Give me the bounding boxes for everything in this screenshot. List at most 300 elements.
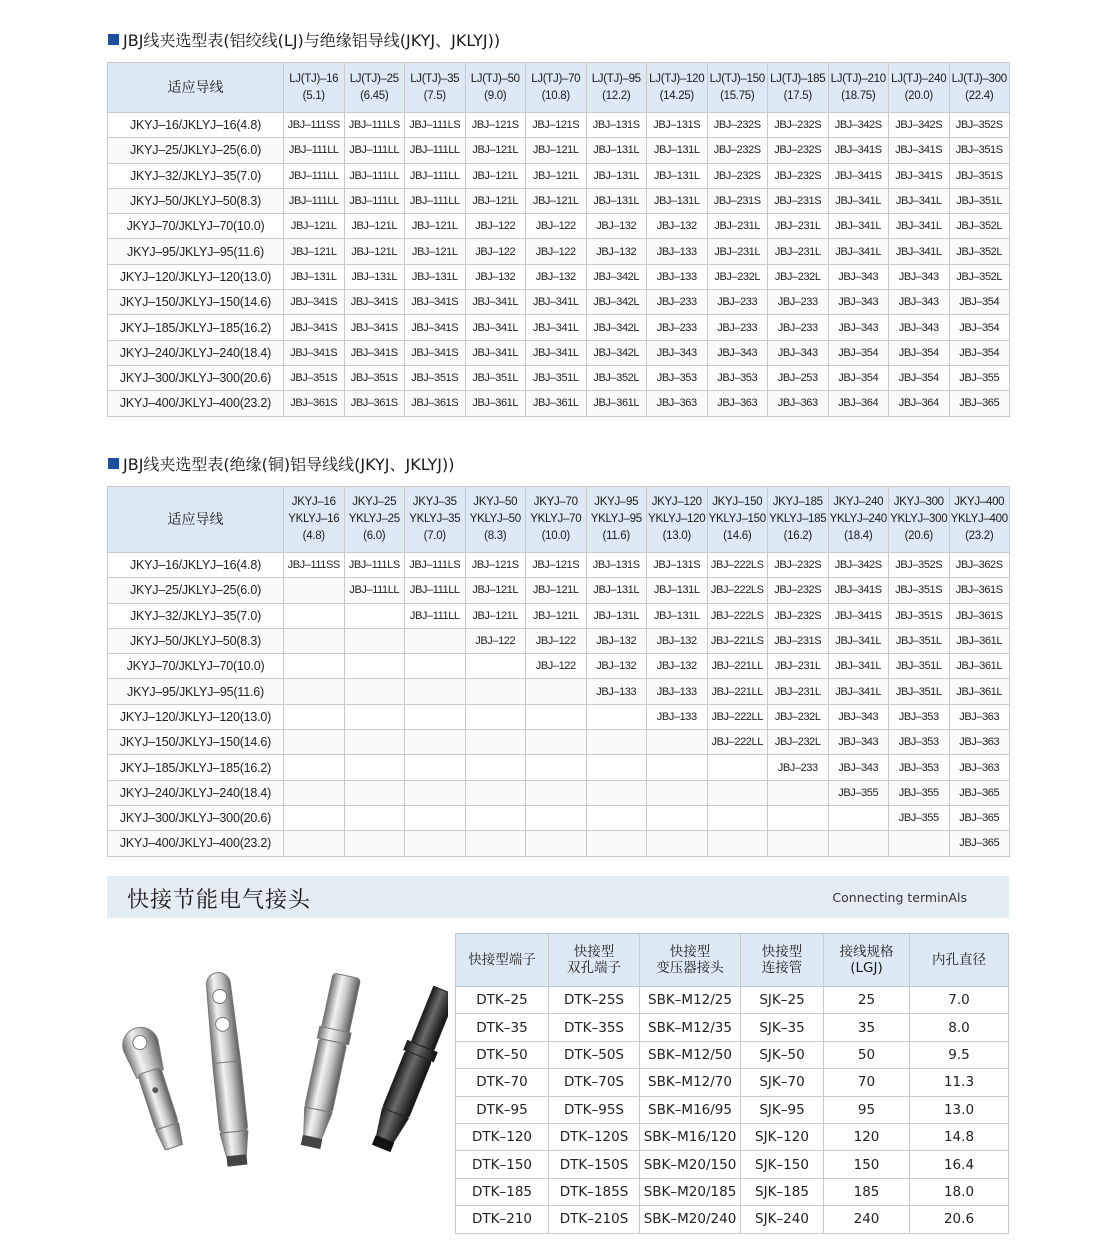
table-cell — [465, 704, 526, 729]
table-cell: 8.0 — [910, 1014, 1009, 1041]
table-cell: JBJ–121L — [284, 214, 345, 239]
header-line: JKYJ–95 — [594, 496, 639, 508]
header-line: (10.0) — [541, 530, 570, 542]
table-cell: JBJ–222LL — [707, 704, 768, 729]
header-line: YKLYJ–95 — [590, 513, 642, 525]
table-cell — [526, 730, 587, 755]
header-line: (10.8) — [541, 89, 570, 102]
table-cell: JBJ–131L — [586, 578, 647, 603]
table-row — [108, 679, 1010, 704]
table-cell: JBJ–343 — [828, 264, 889, 289]
table-cell: JBJ–131L — [647, 163, 708, 188]
table-cell: JBJ–341L — [465, 340, 526, 365]
row-label: JKYJ–16/JKLYJ–16(4.8) — [108, 113, 284, 138]
table-cell: JBJ–341L — [828, 239, 889, 264]
table-row — [108, 138, 1010, 163]
table-cell: JBJ–222LS — [707, 553, 768, 578]
square-bullet-icon — [108, 34, 119, 45]
table-cell: SJK–35 — [741, 1014, 824, 1041]
table-cell: JBJ–231S — [768, 188, 829, 213]
table-cell: JBJ–351S — [949, 163, 1010, 188]
row-label: JKYJ–120/JKLYJ–120(13.0) — [108, 704, 284, 729]
table-cell: DTK–35 — [456, 1014, 549, 1041]
table-cell: JBJ–131L — [405, 264, 466, 289]
table-cell: DTK–210S — [549, 1206, 640, 1233]
table-cell: 70 — [824, 1069, 910, 1096]
header-line: YKLYJ–25 — [348, 513, 400, 525]
table-cell: JBJ–353 — [889, 704, 950, 729]
table-cell: JBJ–222LS — [707, 578, 768, 603]
table-cell — [586, 730, 647, 755]
table-cell: DTK–25S — [549, 987, 640, 1014]
table-cell: JBJ–131S — [647, 553, 708, 578]
table-cell: JBJ–232L — [768, 704, 829, 729]
table-cell: JBJ–221LL — [707, 654, 768, 679]
column-header — [344, 63, 405, 113]
table-cell — [344, 603, 405, 628]
table-cell: JBJ–342S — [828, 113, 889, 138]
table-cell: DTK–150S — [549, 1151, 640, 1178]
table-cell — [405, 628, 466, 653]
column-header — [344, 487, 405, 553]
column-header — [647, 487, 708, 553]
table-cell: JBJ–363 — [949, 755, 1010, 780]
table-cell: JBJ–355 — [949, 365, 1010, 390]
table-cell: JBJ–353 — [889, 730, 950, 755]
table-cell: JBJ–122 — [526, 239, 587, 264]
header-line: LJ(TJ)–210 — [830, 72, 886, 85]
table-cell: JBJ–121L — [526, 138, 587, 163]
table-cell: JBJ–355 — [889, 805, 950, 830]
table-cell: JBJ–111LL — [344, 578, 405, 603]
table-row — [108, 365, 1010, 390]
table-cell — [768, 831, 829, 856]
table-cell: JBJ–351L — [889, 628, 950, 653]
table-cell — [344, 831, 405, 856]
table-cell: JBJ–122 — [526, 628, 587, 653]
table-cell: JBJ–121L — [526, 188, 587, 213]
table-cell: JBJ–354 — [949, 315, 1010, 340]
table-cell: JBJ–131L — [586, 188, 647, 213]
table-cell — [647, 805, 708, 830]
quick-connect-terminal-table — [455, 933, 1009, 1234]
table-cell: 185 — [824, 1178, 910, 1205]
terminal-lug-double-hole — [203, 971, 251, 1167]
table-cell: JBJ–121S — [526, 553, 587, 578]
table-cell: JBJ–343 — [828, 704, 889, 729]
row-label: JKYJ–185/JKLYJ–185(16.2) — [108, 755, 284, 780]
table-cell: SBK–M16/95 — [640, 1096, 741, 1123]
table-cell: JBJ–131L — [647, 578, 708, 603]
table-cell: JBJ–121L — [284, 239, 345, 264]
table-cell: DTK–70S — [549, 1069, 640, 1096]
table-cell — [344, 780, 405, 805]
table-cell: JBJ–362S — [949, 553, 1010, 578]
table-cell — [889, 831, 950, 856]
table-cell: JBJ–233 — [647, 315, 708, 340]
table-cell: JBJ–341L — [526, 315, 587, 340]
table-cell: JBJ–133 — [647, 704, 708, 729]
table-cell: SJK–150 — [741, 1151, 824, 1178]
table-cell: JBJ–133 — [647, 679, 708, 704]
table-cell: JBJ–351S — [284, 365, 345, 390]
table-row — [108, 264, 1010, 289]
table-cell: JBJ–253 — [768, 365, 829, 390]
table-row — [108, 730, 1010, 755]
row-label: JKYJ–400/JKLYJ–400(23.2) — [108, 391, 284, 416]
header-line: (11.6) — [602, 530, 630, 542]
column-header — [828, 487, 889, 553]
table-cell — [465, 730, 526, 755]
table-row — [456, 1041, 1009, 1068]
table-cell: JBJ–131L — [284, 264, 345, 289]
header-line: (8.3) — [484, 530, 507, 542]
header-line: LJ(TJ)–150 — [709, 72, 765, 85]
header-line: (4.8) — [302, 530, 325, 542]
table-cell: JBJ–131L — [647, 138, 708, 163]
header-line: LJ(TJ)–185 — [770, 72, 826, 85]
table-cell: JBJ–232S — [707, 163, 768, 188]
column-header — [768, 63, 829, 113]
header-line: JKYJ–70 — [533, 496, 578, 508]
header-line: YKLYJ–300 — [890, 513, 948, 525]
table-row — [108, 553, 1010, 578]
table-row — [108, 805, 1010, 830]
table-cell — [284, 578, 345, 603]
table-cell: JBJ–221LS — [707, 628, 768, 653]
table-cell: JBJ–231L — [768, 239, 829, 264]
table-cell: JBJ–342L — [586, 340, 647, 365]
table-cell: JBJ–341S — [828, 603, 889, 628]
table-cell: JBJ–111LS — [405, 553, 466, 578]
table-cell: JBJ–111LS — [344, 113, 405, 138]
row-label: JKYJ–16/JKLYJ–16(4.8) — [108, 553, 284, 578]
table-cell: JBJ–341L — [828, 654, 889, 679]
table-row — [456, 1096, 1009, 1123]
table-cell: SJK–240 — [741, 1206, 824, 1233]
table-cell: JBJ–232S — [768, 603, 829, 628]
table-cell: SBK–M12/35 — [640, 1014, 741, 1041]
table-cell: JBJ–111LS — [405, 113, 466, 138]
table-cell — [284, 780, 345, 805]
table-row — [108, 340, 1010, 365]
table-cell: JBJ–361S — [949, 578, 1010, 603]
table-cell: JBJ–341S — [284, 340, 345, 365]
table2-title — [108, 452, 455, 475]
table-cell: 25 — [824, 987, 910, 1014]
table-cell: JBJ–231L — [707, 214, 768, 239]
table-cell: SJK–95 — [741, 1096, 824, 1123]
header-line: LJ(TJ)–16 — [289, 72, 339, 85]
table-cell: JBJ–341S — [344, 340, 405, 365]
table-cell: DTK–70 — [456, 1069, 549, 1096]
table-cell: JBJ–353 — [647, 365, 708, 390]
table-cell: JBJ–121L — [405, 214, 466, 239]
table-cell — [768, 805, 829, 830]
connector-product-photo — [108, 935, 448, 1225]
table-cell: JBJ–341S — [344, 290, 405, 315]
table-cell — [284, 628, 345, 653]
table-cell: JBJ–353 — [707, 365, 768, 390]
header-line: (13.0) — [662, 530, 691, 542]
table-cell: JBJ–121L — [344, 239, 405, 264]
table-cell: JBJ–341L — [828, 628, 889, 653]
table-cell: JBJ–121L — [526, 578, 587, 603]
table-cell: JBJ–233 — [768, 290, 829, 315]
table-cell — [344, 805, 405, 830]
header-line: JKYJ–120 — [651, 496, 702, 508]
table-cell: JBJ–365 — [949, 391, 1010, 416]
table-cell: JBJ–341S — [405, 315, 466, 340]
header-line: (20.0) — [904, 89, 933, 102]
table-cell: JBJ–231S — [768, 628, 829, 653]
table-cell — [344, 704, 405, 729]
column-header — [586, 63, 647, 113]
table-cell: JBJ–352L — [586, 365, 647, 390]
table-cell: JBJ–363 — [647, 391, 708, 416]
table-cell: JBJ–232S — [768, 578, 829, 603]
column-header — [405, 63, 466, 113]
table-cell: DTK–50S — [549, 1041, 640, 1068]
table-cell — [284, 755, 345, 780]
table-cell: DTK–185 — [456, 1178, 549, 1205]
table-cell — [465, 805, 526, 830]
header-line: (7.5) — [423, 89, 446, 102]
table-cell: JBJ–232S — [768, 138, 829, 163]
table-cell: JBJ–355 — [889, 780, 950, 805]
row-label: JKYJ–150/JKLYJ–150(14.6) — [108, 290, 284, 315]
column-header: 快接型 连接管 — [741, 934, 824, 987]
table-cell: JBJ–361L — [949, 679, 1010, 704]
table-cell — [344, 730, 405, 755]
table-cell: JBJ–342S — [889, 113, 950, 138]
square-bullet-icon — [108, 458, 119, 469]
table-cell — [465, 679, 526, 704]
row-label: JKYJ–300/JKLYJ–300(20.6) — [108, 805, 284, 830]
table-cell: JBJ–121L — [526, 603, 587, 628]
row-label: JKYJ–185/JKLYJ–185(16.2) — [108, 315, 284, 340]
row-label: JKYJ–240/JKLYJ–240(18.4) — [108, 340, 284, 365]
row-label: JKYJ–50/JKLYJ–50(8.3) — [108, 188, 284, 213]
table-cell: 11.3 — [910, 1069, 1009, 1096]
table-cell: JBJ–341L — [526, 290, 587, 315]
table-cell: SJK–120 — [741, 1123, 824, 1150]
table-cell: JBJ–341S — [344, 315, 405, 340]
table-cell: JBJ–361L — [949, 628, 1010, 653]
table-cell: DTK–95S — [549, 1096, 640, 1123]
table-cell: JBJ–341L — [465, 315, 526, 340]
table-cell: JBJ–132 — [586, 214, 647, 239]
row-label: JKYJ–240/JKLYJ–240(18.4) — [108, 780, 284, 805]
table-row — [108, 163, 1010, 188]
table-cell: JBJ–341S — [284, 290, 345, 315]
header-line: YKLYJ–70 — [530, 513, 582, 525]
table-cell: DTK–35S — [549, 1014, 640, 1041]
table-cell: JBJ–342L — [586, 290, 647, 315]
table-cell — [707, 831, 768, 856]
table-cell: JBJ–133 — [647, 239, 708, 264]
table-cell: JBJ–351L — [526, 365, 587, 390]
table-cell: JBJ–343 — [828, 730, 889, 755]
table-cell — [284, 679, 345, 704]
column-header — [707, 487, 768, 553]
table-cell — [405, 755, 466, 780]
table-cell: DTK–50 — [456, 1041, 549, 1068]
table-row — [108, 391, 1010, 416]
header-line: JKYJ–400 — [954, 496, 1005, 508]
header-line: (18.4) — [844, 530, 873, 542]
table-cell — [465, 755, 526, 780]
table1-title — [108, 28, 500, 51]
table-cell: JBJ–131L — [647, 188, 708, 213]
table-cell — [707, 755, 768, 780]
table-cell: JBJ–121L — [465, 188, 526, 213]
column-header — [949, 63, 1010, 113]
row-label: JKYJ–95/JKLYJ–95(11.6) — [108, 239, 284, 264]
table-cell: JBJ–351S — [344, 365, 405, 390]
table-cell: JBJ–111LL — [405, 603, 466, 628]
header-line: (22.4) — [965, 89, 994, 102]
table-cell: JBJ–111LL — [405, 163, 466, 188]
table-cell — [405, 780, 466, 805]
table-cell: JBJ–363 — [707, 391, 768, 416]
table-cell — [465, 780, 526, 805]
table-cell: JBJ–121S — [526, 113, 587, 138]
table-cell — [647, 730, 708, 755]
table-cell — [405, 654, 466, 679]
table-cell: JBJ–121L — [465, 138, 526, 163]
table-row — [108, 239, 1010, 264]
row-label: JKYJ–32/JKLYJ–35(7.0) — [108, 163, 284, 188]
table-cell — [284, 654, 345, 679]
row-label: JKYJ–50/JKLYJ–50(8.3) — [108, 628, 284, 653]
table-cell: JBJ–354 — [828, 340, 889, 365]
table-cell: JBJ–363 — [768, 391, 829, 416]
table-cell: JBJ–343 — [889, 315, 950, 340]
table-cell — [344, 679, 405, 704]
table-cell — [586, 805, 647, 830]
table-cell: JBJ–363 — [949, 730, 1010, 755]
table-cell: JBJ–222LS — [707, 603, 768, 628]
table-cell: JBJ–361L — [586, 391, 647, 416]
table-cell: 150 — [824, 1151, 910, 1178]
table-cell: JBJ–121S — [465, 553, 526, 578]
table-cell: JBJ–351S — [405, 365, 466, 390]
table-cell: JBJ–122 — [465, 214, 526, 239]
table-cell: JBJ–361L — [465, 391, 526, 416]
table-cell: JBJ–353 — [889, 755, 950, 780]
table-cell: 20.6 — [910, 1206, 1009, 1233]
table-cell: 120 — [824, 1123, 910, 1150]
table-cell: JBJ–341L — [828, 679, 889, 704]
row-label: JKYJ–120/JKLYJ–120(13.0) — [108, 264, 284, 289]
header-line: JKYJ–185 — [772, 496, 823, 508]
table-cell: JBJ–341L — [828, 214, 889, 239]
header-line: YKLYJ–35 — [409, 513, 461, 525]
table-cell: JBJ–341L — [828, 188, 889, 213]
table-cell: JBJ–121L — [405, 239, 466, 264]
table-row — [108, 704, 1010, 729]
table-cell — [526, 780, 587, 805]
column-header — [949, 487, 1010, 553]
table-cell: JBJ–233 — [707, 290, 768, 315]
table-cell: DTK–95 — [456, 1096, 549, 1123]
header-line: LJ(TJ)–70 — [531, 72, 581, 85]
table-cell — [465, 831, 526, 856]
table-cell: JBJ–364 — [828, 391, 889, 416]
table-cell: SJK–25 — [741, 987, 824, 1014]
table-cell: JBJ–343 — [889, 264, 950, 289]
table-cell — [647, 755, 708, 780]
table-cell — [828, 831, 889, 856]
table-cell: JBJ–343 — [889, 290, 950, 315]
table-cell: JBJ–132 — [647, 214, 708, 239]
header-line: JKYJ–50 — [473, 496, 518, 508]
table-cell: DTK–150 — [456, 1151, 549, 1178]
table-cell: JBJ–351S — [949, 138, 1010, 163]
table-cell — [284, 704, 345, 729]
table-cell: JBJ–351S — [889, 578, 950, 603]
header-line: LJ(TJ)–50 — [470, 72, 520, 85]
header-line: YKLYJ–50 — [469, 513, 521, 525]
row-label: JKYJ–25/JKLYJ–25(6.0) — [108, 138, 284, 163]
table1-title-text: JBJ线夹选型表(铝绞线(LJ)与绝缘铝导线(JKYJ、JKLYJ)) — [123, 31, 501, 50]
column-header — [526, 487, 587, 553]
column-header — [465, 487, 526, 553]
table-cell: JBJ–222LL — [707, 730, 768, 755]
table-cell: JBJ–231L — [768, 679, 829, 704]
table-cell: JBJ–361S — [284, 391, 345, 416]
table-cell: JBJ–343 — [647, 340, 708, 365]
table-cell: JBJ–233 — [707, 315, 768, 340]
table-row — [108, 654, 1010, 679]
column-header: 内孔直径 — [910, 934, 1009, 987]
transformer-connector — [366, 985, 448, 1155]
table-cell: JBJ–341S — [828, 138, 889, 163]
table-cell: JBJ–364 — [889, 391, 950, 416]
table-cell: JBJ–132 — [647, 628, 708, 653]
table-row — [108, 578, 1010, 603]
table-cell: JBJ–111LL — [405, 188, 466, 213]
table-cell: JBJ–232S — [768, 553, 829, 578]
column-header — [828, 63, 889, 113]
row-label: JKYJ–300/JKLYJ–300(20.6) — [108, 365, 284, 390]
table-cell — [586, 780, 647, 805]
table-cell — [828, 805, 889, 830]
table-cell: JBJ–111SS — [284, 113, 345, 138]
header-line: JKYJ–300 — [893, 496, 944, 508]
header-line: (17.5) — [783, 89, 812, 102]
table-cell: JBJ–343 — [768, 340, 829, 365]
table-cell — [707, 805, 768, 830]
table-cell: JBJ–341S — [828, 578, 889, 603]
table-cell: JBJ–221LL — [707, 679, 768, 704]
table-cell: JBJ–132 — [586, 628, 647, 653]
table-cell — [526, 831, 587, 856]
header-line: YKLYJ–16 — [288, 513, 340, 525]
column-header — [526, 63, 587, 113]
table-cell: JBJ–351S — [889, 603, 950, 628]
header-line: YKLYJ–150 — [708, 513, 766, 525]
table-cell — [586, 831, 647, 856]
column-header — [647, 63, 708, 113]
table-cell — [284, 603, 345, 628]
table-cell: SJK–50 — [741, 1041, 824, 1068]
table-cell: JBJ–343 — [707, 340, 768, 365]
table-cell: JBJ–111LL — [405, 578, 466, 603]
table-cell: 35 — [824, 1014, 910, 1041]
table-cell: JBJ–232L — [707, 264, 768, 289]
